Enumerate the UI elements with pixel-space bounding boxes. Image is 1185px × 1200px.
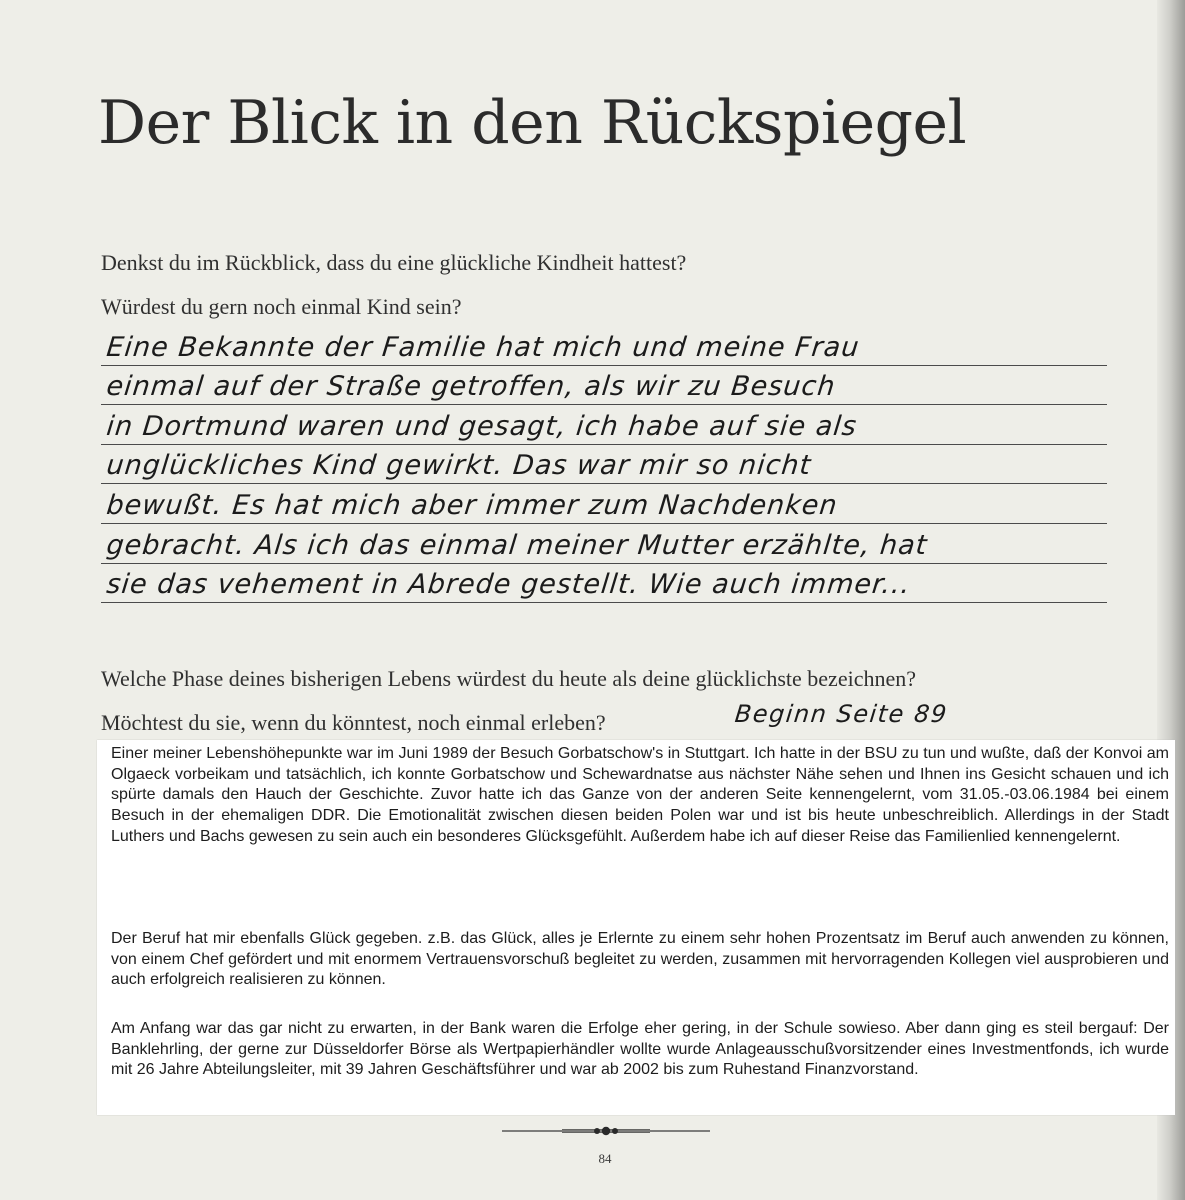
question-child-again: Würdest du gern noch einmal Kind sein? xyxy=(101,294,462,319)
answer-line xyxy=(101,564,1107,604)
handwritten-text: in Dortmund waren und gesagt, ich habe auf sie als xyxy=(105,410,859,442)
answer-line xyxy=(101,445,1107,485)
answer-line xyxy=(101,484,1107,524)
handwritten-text: sie das vehement in Abrede gestellt. Wie auch immer... xyxy=(105,569,913,601)
paragraph-beginnings: Am Anfang war das gar nicht zu erwarten, in der Bank waren die Erfolge eher gering, in der Schule sowieso. Aber dann ging es steil bergauf: Der Banklehrling, der gerne zur Düsseldorfer Börse als Wertpapierhändler wollte wurde Anlageausschußvorsitzender eines Investmentfonds, ich wurde mit 26 Jahre Abteilungsleiter, mit 39 Jahren Geschäftsführer und war ab 2002 bis zum Ruhestand Finanzvorstand. xyxy=(111,1020,1169,1079)
answer-line xyxy=(101,326,1107,366)
answer-line xyxy=(101,366,1107,406)
pasted-text-block xyxy=(97,740,1175,1115)
handwritten-text: Eine Bekannte der Familie hat mich und meine Frau xyxy=(105,331,862,363)
page-number: 84 xyxy=(598,1151,612,1166)
question-relive: Möchtest du sie, wenn du könntest, noch einmal erleben? xyxy=(101,710,606,735)
handwritten-note: Beginn Seite 89 xyxy=(733,700,950,728)
handwritten-text: unglückliches Kind gewirkt. Das war mir so nicht xyxy=(105,450,813,482)
handwritten-text: gebracht. Als ich das einmal meiner Mutter erzählte, hat xyxy=(105,529,930,561)
ornament-divider xyxy=(502,1124,710,1138)
question-childhood: Denkst du im Rückblick, dass du eine glückliche Kindheit hattest? xyxy=(101,250,687,275)
answer-line xyxy=(101,524,1107,564)
answer-line xyxy=(101,405,1107,445)
handwritten-answer-lines xyxy=(101,326,1107,603)
handwritten-text: einmal auf der Straße getroffen, als wir zu Besuch xyxy=(105,371,838,403)
page-title: Der Blick in den Rückspiegel xyxy=(98,88,967,158)
handwritten-text: bewußt. Es hat mich aber immer zum Nachdenken xyxy=(105,489,840,521)
question-happiest-phase: Welche Phase deines bisherigen Lebens würdest du heute als deine glücklichste bezeichnen? xyxy=(101,666,916,691)
paragraph-gorbatschow: Einer meiner Lebenshöhepunkte war im Juni 1989 der Besuch Gorbatschow's in Stuttgart. Ich hatte in der BSU zu tun und wußte, daß der Konvoi am Olgaeck vorbeikam und tatsächlich, ich konnte Gorbatschow und Schewardnatse aus nächster Nähe sehen und Ihnen ins Gesicht schauen und ich spürte damals den Hauch der Geschichte. Zuvor hatte ich das Ganze von der anderen Seite kennengelernt, vom 31.05.-03.06.1984 bei einem Besuch in der ehemaligen DDR. Die Emotionalität zwischen diesen beiden Polen war und ist bis heute unbeschreiblich. Allerdings in der Stadt Luthers und Bachs gewesen zu sein auch ein besonderes Glücksgefühlt. Außerdem habe ich auf dieser Reise das Familienlied kennengelernt. xyxy=(111,745,1169,845)
paragraph-career: Der Beruf hat mir ebenfalls Glück gegeben. z.B. das Glück, alles je Erlernte zu einem sehr hohen Prozentsatz im Beruf auch anwenden zu können, von einem Chef gefördert und mit enormem Vertrauensvorschuß begleitet zu werden, zusammen mit hervorragenden Kollegen viel ausprobieren und auch erfolgreich realisieren zu können. xyxy=(111,930,1169,989)
